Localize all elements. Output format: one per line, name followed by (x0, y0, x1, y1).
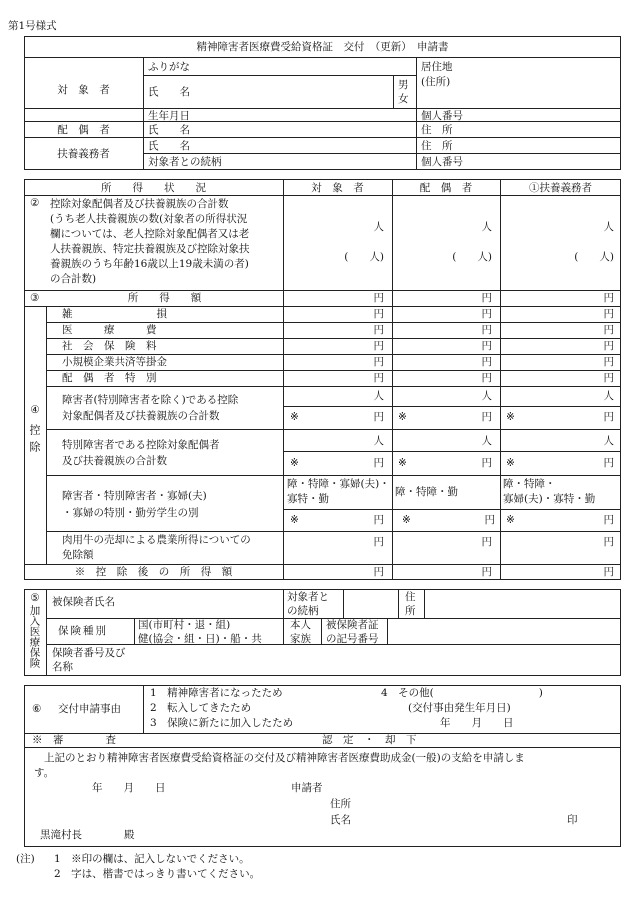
disabled-b-supporter-count: 人 (603, 435, 614, 447)
spouse-special-supporter-yen: 円 (603, 372, 614, 384)
disabled-c-spouse-mark: ※ (402, 514, 411, 526)
male-option[interactable]: 男 (398, 79, 409, 91)
reason-label: 交付申請事由 (58, 703, 121, 715)
beef-spouse-yen: 円 (481, 536, 492, 548)
after-deduct-supporter-yen: 円 (603, 566, 614, 578)
insurance-address-label: 住 所 (405, 591, 416, 617)
applicant-label: 申請者 (291, 782, 323, 794)
supporter-relation-label: 対象者との続柄 (148, 156, 222, 168)
review-decision: 認 定 ・ 却 下 (322, 734, 417, 746)
insurance-label: 加入医療保険 (28, 605, 41, 668)
disabled-c-target-yen: 円 (373, 514, 384, 526)
personal-number-label: 個人番号 (421, 110, 463, 122)
row2-target-count: 人 (373, 221, 384, 233)
mayor-address: 黒滝村長 殿 (40, 829, 135, 841)
reason-number: ⑥ (32, 703, 42, 715)
beef-target-yen: 円 (373, 536, 384, 548)
declaration-line-1: 上記のとおり精神障害者医療費受給資格証の交付及び精神障害者医療費助成金(一般)の支給を申請しま (44, 752, 525, 764)
row3-number: ③ (30, 292, 40, 304)
income-target-yen: 円 (373, 292, 384, 304)
disabled-c-target-mark: ※ (290, 514, 299, 526)
beef-exemption-label: 肉用牛の売却による農業所得についての 免除額 (62, 534, 251, 561)
disabled-a-supporter-mark: ※ (506, 411, 515, 423)
form-title: 精神障害者医療費受給資格証 交付 （更新） 申請書 (196, 41, 449, 53)
disabled-a-label: 障害者(特別障害者を除く)である控除 対象配偶者及び扶養親族の合計数 (62, 394, 239, 422)
female-option[interactable]: 女 (398, 93, 409, 105)
spouse-name-label: 氏 名 (148, 124, 190, 136)
form-number: 第1号様式 (8, 20, 57, 32)
target-person-label: 対 象 者 (57, 84, 110, 96)
insurance-kind-label: 保険種別 (58, 625, 108, 637)
disabled-b-target-mark: ※ (290, 457, 299, 469)
disabled-a-target-yen: 円 (373, 411, 384, 423)
medical-expense-label: 医 療 費 (62, 324, 157, 336)
disabled-c-label: 障害者・特別障害者・寡婦(夫) ・寡婦の特別・勤労学生の別 (62, 490, 207, 519)
disabled-a-target-mark: ※ (290, 411, 299, 423)
spouse-label: 配 偶 者 (57, 124, 110, 136)
target-name-label: 氏 名 (148, 86, 190, 98)
reason-item-2[interactable]: 2 転入してきたため (150, 702, 252, 714)
disabled-a-spouse-mark: ※ (398, 411, 407, 423)
reason-date: 年 月 日 (440, 717, 514, 729)
note-2: 2 字は、楷書ではっきり書いてください。 (54, 868, 261, 880)
row2-supporter-count: 人 (603, 221, 614, 233)
spouse-special-label: 配 偶 者 特 別 (62, 372, 157, 384)
declaration-date: 年 月 日 (92, 782, 166, 794)
spouse-column-header: 配 偶 者 (419, 182, 473, 194)
declaration-line-2: す。 (34, 767, 55, 779)
furigana-label: ふりがな (148, 61, 190, 73)
small-biz-target-yen: 円 (373, 356, 384, 368)
reason-date-note: (交付事由発生年月日) (408, 702, 511, 714)
disabled-b-spouse-mark: ※ (398, 457, 407, 469)
disabled-b-spouse-yen: 円 (481, 457, 492, 469)
seal-mark: 印 (567, 814, 578, 826)
reason-item-3[interactable]: 3 保険に新たに加入したため (150, 717, 294, 729)
disabled-c-target-options[interactable]: 障・特障・寡婦(夫)・ 寡特・勤 (287, 478, 390, 505)
disabled-b-target-yen: 円 (373, 457, 384, 469)
disabled-a-target-count: 人 (373, 390, 384, 402)
target-column-header: 対 象 者 (311, 182, 364, 194)
insurance-kind-options[interactable]: 国(市町村・退・組) 健(協会・組・日)・船・共 (138, 619, 262, 645)
address-paren-label: (住所) (421, 76, 451, 88)
small-business-label: 小規模企業共済等掛金 (62, 356, 167, 368)
spouse-address-label: 住 所 (421, 124, 453, 136)
social-target-yen: 円 (373, 340, 384, 352)
disabled-a-spouse-count: 人 (481, 390, 492, 402)
note-1: 1 ※印の欄は、記入しないでください。 (54, 853, 250, 865)
income-supporter-yen: 円 (603, 292, 614, 304)
disabled-c-spouse-yen: 円 (484, 514, 495, 526)
deduction-number: ④ (30, 404, 40, 416)
spouse-special-spouse-yen: 円 (481, 372, 492, 384)
supporter-personal-number-label: 個人番号 (421, 156, 463, 168)
residence-label: 居住地 (421, 61, 453, 73)
disabled-c-supporter-options[interactable]: 障・特障・ 寡婦(夫)・寡特・勤 (503, 478, 596, 505)
review-label: ※ 審 査 (32, 734, 116, 746)
reason-item-4[interactable]: 4 その他( ) (381, 687, 543, 699)
social-insurance-label: 社 会 保 険 料 (62, 340, 157, 352)
misc-loss-label: 雑 損 (62, 308, 167, 320)
misc-target-yen: 円 (373, 308, 384, 320)
small-biz-supporter-yen: 円 (603, 356, 614, 368)
after-deduct-spouse-yen: 円 (481, 566, 492, 578)
supporter-name-label: 氏 名 (148, 140, 190, 152)
beef-supporter-yen: 円 (603, 536, 614, 548)
social-spouse-yen: 円 (481, 340, 492, 352)
disabled-b-label: 特別障害者である控除対象配偶者 及び扶養親族の合計数 (62, 439, 220, 467)
insurance-number: ⑤ (30, 592, 40, 604)
self-family-options[interactable]: 本人 家族 (290, 619, 311, 645)
misc-supporter-yen: 円 (603, 308, 614, 320)
reason-item-1[interactable]: 1 精神障害者になったため (150, 687, 283, 699)
row2-spouse-elderly: ( 人) (452, 251, 492, 263)
misc-spouse-yen: 円 (481, 308, 492, 320)
disabled-c-supporter-yen: 円 (603, 514, 614, 526)
applicant-address-label: 住所 (330, 798, 351, 810)
row2-spouse-count: 人 (481, 221, 492, 233)
disabled-b-supporter-yen: 円 (603, 457, 614, 469)
medical-supporter-yen: 円 (603, 324, 614, 336)
income-spouse-yen: 円 (481, 292, 492, 304)
row2-number: ② (30, 197, 40, 209)
disabled-a-supporter-count: 人 (603, 390, 614, 402)
medical-target-yen: 円 (373, 324, 384, 336)
disabled-c-spouse-options[interactable]: 障・特障・勤 (395, 486, 458, 498)
medical-spouse-yen: 円 (481, 324, 492, 336)
disabled-a-spouse-yen: 円 (481, 411, 492, 423)
birthdate-label: 生年月日 (148, 110, 190, 122)
income-status-header: 所 得 状 況 (101, 182, 206, 194)
disabled-c-supporter-mark: ※ (506, 514, 515, 526)
income-amount-label: 所 得 額 (127, 292, 202, 304)
disabled-a-supporter-yen: 円 (603, 411, 614, 423)
spouse-special-target-yen: 円 (373, 372, 384, 384)
supporter-address-label: 住 所 (421, 140, 453, 152)
applicant-name-label: 氏名 (330, 814, 351, 826)
after-deduct-target-yen: 円 (373, 566, 384, 578)
row2-target-elderly: ( 人) (344, 251, 384, 263)
social-supporter-yen: 円 (603, 340, 614, 352)
row2-supporter-elderly: ( 人) (574, 251, 614, 263)
cert-number-label: 被保険者証 の記号番号 (326, 619, 379, 645)
deduction-label: 控除 (28, 424, 41, 458)
disabled-b-supporter-mark: ※ (506, 457, 515, 469)
relation-label: 対象者と の続柄 (287, 591, 329, 617)
insured-name-label: 被保険者氏名 (52, 596, 115, 608)
insurer-label: 保険者番号及び 名称 (52, 647, 126, 673)
disabled-b-spouse-count: 人 (481, 435, 492, 447)
disabled-b-target-count: 人 (373, 435, 384, 447)
supporter-column-header: ①扶養義務者 (529, 182, 592, 194)
row2-description: 控除対象配偶者及び扶養親族の合計数 (うち老人扶養親族の数(対象者の所得状況 欄については、老人控除対象配偶者又は老 人扶養親族、特定扶養親族及び控除対象扶 養親族のうち年齢16歳以上19歳未満の者) の合計数) (50, 198, 250, 285)
small-biz-spouse-yen: 円 (481, 356, 492, 368)
after-deduction-label: ※ 控 除 後 の 所 得 額 (74, 566, 233, 578)
notes-prefix: (注) (16, 853, 35, 865)
supporter-label: 扶養義務者 (57, 148, 110, 160)
